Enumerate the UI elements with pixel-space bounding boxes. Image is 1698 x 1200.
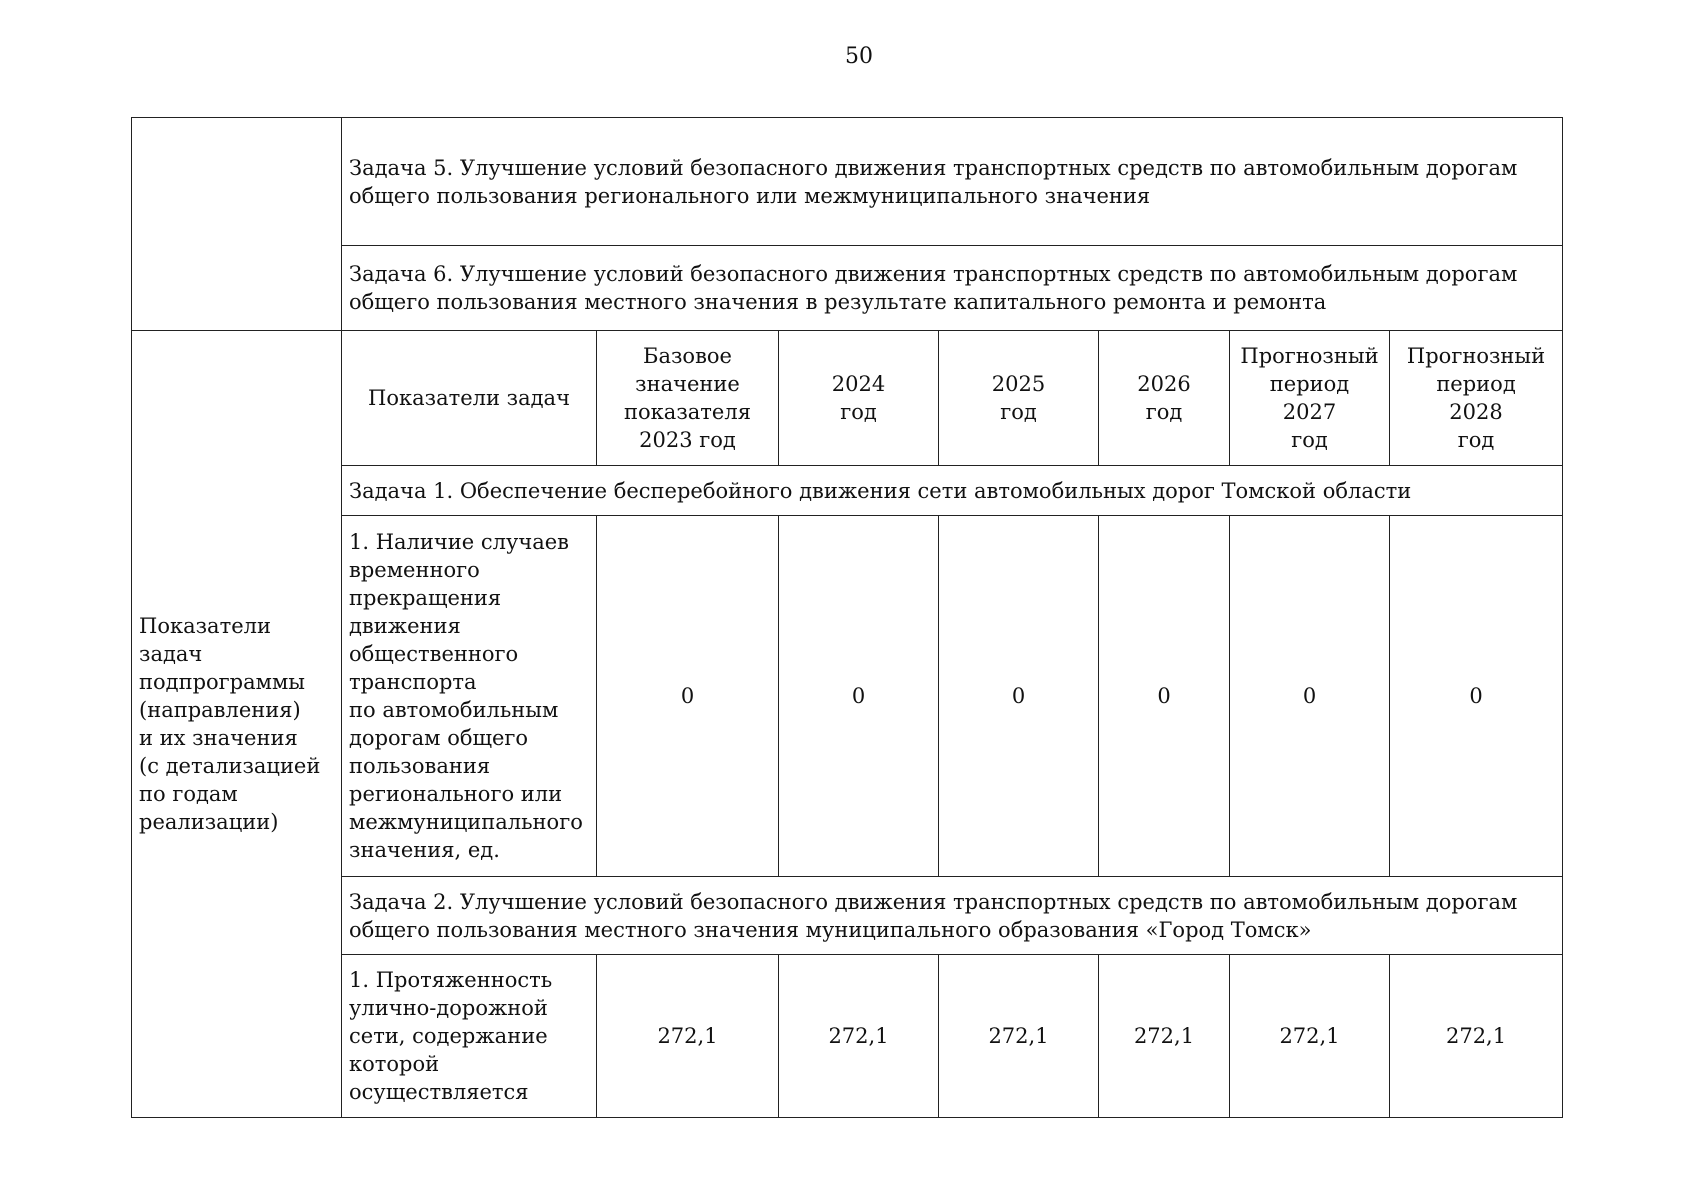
header-2026: 2026 год bbox=[1099, 331, 1230, 466]
task-5-cell: Задача 5. Улучшение условий безопасного движения транспортных средств по автомобильным дорогам общего пользования регионального или межмуниципального значения bbox=[342, 118, 1563, 246]
header-2025: 2025 год bbox=[939, 331, 1099, 466]
row1-value-2027: 0 bbox=[1230, 516, 1390, 877]
row2-value-2024: 272,1 bbox=[779, 955, 939, 1118]
row1-value-base: 0 bbox=[597, 516, 779, 877]
row2-value-2028: 272,1 bbox=[1390, 955, 1563, 1118]
row2-value-base: 272,1 bbox=[597, 955, 779, 1118]
header-2028: Прогнозный период 2028 год bbox=[1390, 331, 1563, 466]
empty-left-cell bbox=[132, 118, 342, 331]
row2-value-2026: 272,1 bbox=[1099, 955, 1230, 1118]
header-2027: Прогнозный период 2027 год bbox=[1230, 331, 1390, 466]
row1-value-2025: 0 bbox=[939, 516, 1099, 877]
task-6-cell: Задача 6. Улучшение условий безопасного движения транспортных средств по автомобильным дорогам общего пользования местного значения в результате капитального ремонта и ремонта bbox=[342, 246, 1563, 331]
row2-value-2025: 272,1 bbox=[939, 955, 1099, 1118]
row1-value-2024: 0 bbox=[779, 516, 939, 877]
header-indicators: Показатели задач bbox=[342, 331, 597, 466]
row2-indicator-label: 1. Протяженность улично-дорожной сети, содержание которой осуществляется bbox=[342, 955, 597, 1118]
header-2024: 2024 год bbox=[779, 331, 939, 466]
task-2-cell: Задача 2. Улучшение условий безопасного движения транспортных средств по автомобильным дорогам общего пользования местного значения муниципального образования «Город Томск» bbox=[342, 877, 1563, 955]
task-1-cell: Задача 1. Обеспечение бесперебойного движения сети автомобильных дорог Томской области bbox=[342, 466, 1563, 516]
row2-value-2027: 272,1 bbox=[1230, 955, 1390, 1118]
page-number: 50 bbox=[845, 44, 873, 69]
row1-value-2028: 0 bbox=[1390, 516, 1563, 877]
header-base-value: Базовое значение показателя 2023 год bbox=[597, 331, 779, 466]
program-table bbox=[131, 117, 1563, 1118]
row1-indicator-label: 1. Наличие случаев временного прекращения движения общественного транспорта по автомобильным дорогам общего пользования регионального или межмуниципального значения, ед. bbox=[342, 516, 597, 877]
row1-value-2026: 0 bbox=[1099, 516, 1230, 877]
indicators-section-label: Показатели задач подпрограммы (направления) и их значения (с детализацией по годам реализации) bbox=[132, 331, 342, 1118]
